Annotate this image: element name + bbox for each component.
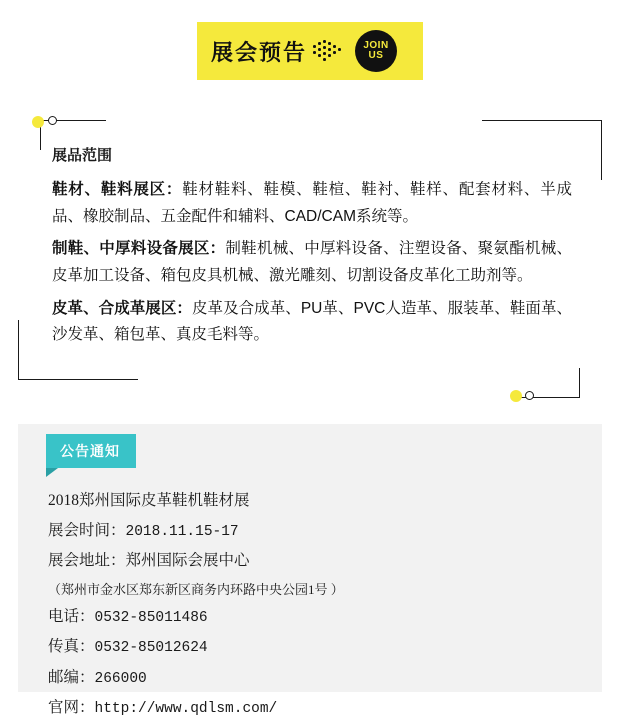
notice-zip-row bbox=[48, 663, 584, 693]
scope-label-3: 皮革、合成革展区： bbox=[52, 299, 192, 317]
notice-zip-label: 邮编： bbox=[48, 668, 95, 686]
halftone-dots-icon bbox=[313, 40, 347, 62]
notice-tag-label: 公告通知 bbox=[46, 434, 136, 468]
notice-date-value: 2018.11.15-17 bbox=[125, 524, 239, 541]
join-us-line2: US bbox=[368, 50, 384, 61]
notice-website-value[interactable]: http://www.qdlsm.com/ bbox=[94, 700, 278, 717]
notice-fax-row bbox=[48, 632, 584, 662]
scope-text-3: 皮革及合成革、PU革、PVC人造革、服装革、鞋面革、沙发革、箱包革、真皮毛料等。 bbox=[52, 299, 572, 344]
notice-title: 2018郑州国际皮革鞋机鞋材展 bbox=[48, 492, 250, 509]
notice-phone-row bbox=[48, 602, 584, 632]
notice-fax-value: 0532-85012624 bbox=[94, 640, 208, 657]
notice-date-label: 展会时间： bbox=[48, 522, 126, 540]
notice-fax-label: 传真： bbox=[48, 638, 95, 656]
notice-body bbox=[48, 486, 584, 723]
scope-text-2: 制鞋机械、中厚料设备、注塑设备、聚氨酯机械、皮革加工设备、箱包皮具机械、激光雕刻、切割设备皮革化工助剂等。 bbox=[52, 240, 572, 284]
ring-dot-icon bbox=[525, 391, 534, 400]
join-us-badge bbox=[355, 30, 397, 72]
notice-website-label: 官网： bbox=[48, 698, 95, 716]
notice-venue-row bbox=[48, 546, 584, 576]
scope-paragraph-2 bbox=[52, 236, 572, 289]
event-preview-banner bbox=[197, 22, 423, 80]
notice-zip-value: 266000 bbox=[94, 670, 147, 687]
scope-text-1: 鞋材鞋料、鞋模、鞋楦、鞋衬、鞋样、配套材料、半成品、橡胶制品、五金配件和辅料、CAD/CAM系统等。 bbox=[52, 181, 572, 225]
join-us-line1: JOIN bbox=[363, 39, 389, 51]
ring-dot-icon bbox=[48, 116, 57, 125]
scope-heading: 展品范围 bbox=[52, 147, 113, 164]
scope-paragraph-1 bbox=[52, 177, 572, 230]
notice-phone-value: 0532-85011486 bbox=[94, 610, 208, 627]
notice-address-sub: （郑州市金水区郑东新区商务内环路中央公园1号 ） bbox=[48, 581, 344, 597]
scope-label-2: 制鞋、中厚料设备展区： bbox=[52, 240, 226, 258]
banner-title: 展会预告 bbox=[211, 39, 308, 65]
notice-venue-label: 展会地址： bbox=[48, 552, 126, 570]
notice-panel bbox=[18, 424, 602, 717]
scope-paragraph-3 bbox=[52, 296, 572, 349]
notice-tag-tail bbox=[46, 468, 58, 477]
yellow-dot-icon bbox=[32, 116, 44, 128]
notice-phone-label: 电话： bbox=[48, 608, 95, 626]
notice-date-row bbox=[48, 516, 584, 546]
notice-venue-value: 郑州国际会展中心 bbox=[125, 552, 250, 570]
exhibit-scope-panel bbox=[18, 112, 602, 402]
scope-label-1: 鞋材、鞋料展区： bbox=[52, 181, 183, 198]
notice-website-row[interactable] bbox=[48, 693, 584, 723]
